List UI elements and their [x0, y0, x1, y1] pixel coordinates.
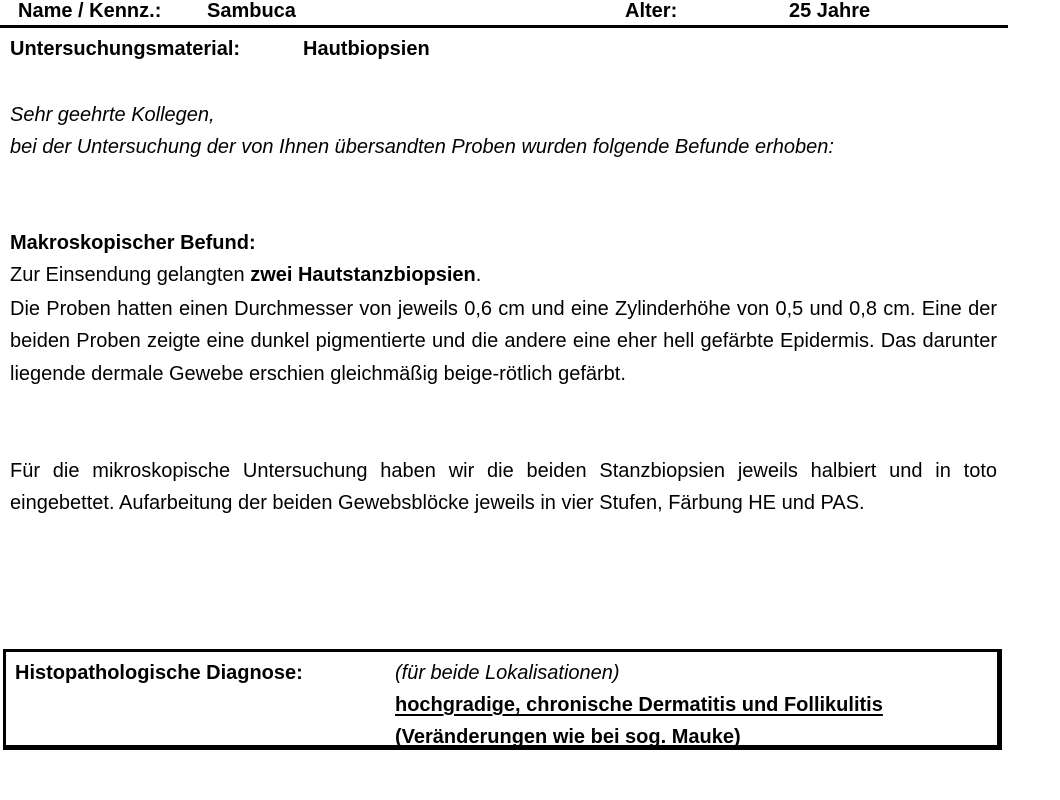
diagnosis-label: Histopathologische Diagnose: — [15, 662, 303, 684]
makro-heading: Makroskopischer Befund: — [10, 232, 256, 254]
material-label: Untersuchungsmaterial: — [10, 38, 241, 60]
age-label: Alter: — [625, 0, 678, 22]
header-divider — [0, 25, 1008, 28]
name-value: Sambuca — [207, 0, 296, 22]
makro-first-line — [10, 264, 481, 287]
diagnosis-note: (für beide Lokalisationen) — [395, 662, 620, 684]
makro-line1-prefix: Zur Einsendung gelangten — [10, 264, 251, 286]
salutation-greeting: Sehr geehrte Kollegen, — [10, 104, 215, 126]
diagnosis-remark: (Veränderungen wie bei sog. Mauke) — [395, 726, 741, 748]
makro-line1-suffix: . — [475, 264, 482, 286]
diagnosis-main: hochgradige, chronische Dermatitis und Follikulitis — [395, 694, 883, 716]
salutation-intro: bei der Untersuchung der von Ihnen übersandten Proben wurden folgende Befunde erhoben: — [10, 136, 834, 158]
makro-line1-bold: zwei Hautstanzbiopsien — [250, 264, 476, 286]
material-value: Hautbiopsien — [303, 38, 430, 60]
mikro-paragraph: Für die mikroskopische Untersuchung haben wir die beiden Stanzbiopsien jeweils halbiert und in toto eingebettet. Aufarbeitung der beiden Gewebsblöcke jeweils in vier Stufen, Färbung HE und PAS. — [10, 460, 997, 515]
name-label: Name / Kennz.: — [18, 0, 162, 22]
diagnosis-box — [3, 649, 1002, 750]
age-value: 25 Jahre — [789, 0, 871, 22]
makro-paragraph: Die Proben hatten einen Durchmesser von jeweils 0,6 cm und eine Zylinderhöhe von 0,5 und 0,8 cm. Eine der beiden Proben zeigte eine dunkel pigmentierte und die andere eine eher hell gefärbte Epidermis. Das darunter liegende dermale Gewebe erschien gleichmäßig beige-rötlich gefärbt. — [10, 298, 997, 385]
